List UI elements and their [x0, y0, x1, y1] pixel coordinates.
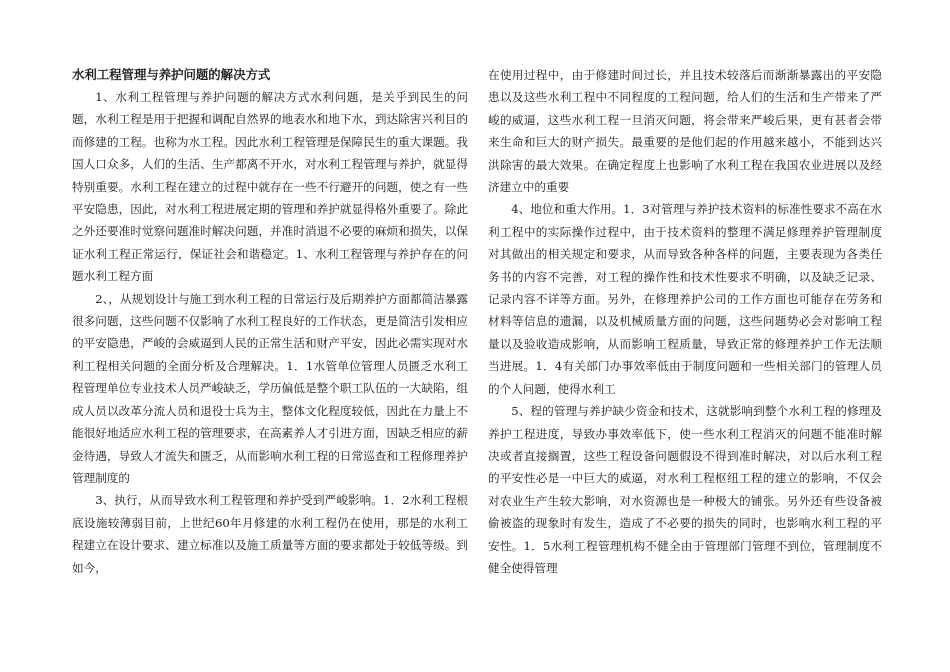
paragraph-2: 2、，从规划设计与施工到水利工程的日常运行及后期养护方面都简洁暴露很多问题，这些问题不仅影响了水利工程良好的工作状态，更是简洁引发相应的平安隐患，严峻的会威逼到人民的正常生活和财产平安，因此必需实现对水利工程相关问题的全面分析及合理解决。1．1水管单位管理人员匮乏水利工程管理单位专业技术人员严峻缺乏，学历偏低是整个职工队伍的一大缺陷，组成人员以改革分流人员和退役士兵为主，整体文化程度较低，因此在力量上不能很好地适应水利工程的管理要求，在高素养人才引进方面，因缺乏相应的薪金待遇，导致人才流失和匮乏，从而影响水利工程的日常巡查和工程修理养护管理制度的 [72, 291, 468, 485]
document-title: 水利工程管理与养护问题的解决方式 [72, 67, 271, 82]
paragraph-5: 5、程的管理与养护缺少资金和技术，这就影响到整个水利工程的修理及养护工程进度，导致办事效率低下，使一些水利工程消灭的问题不能准时解决或者直接搁置，这些工程设备问题假设不得到准时解决，对以后水利工程的平安性必是一中巨大的威逼，对水利工程枢纽工程的建立的影响，不仅会对农业生产生较大影响，对水资源也是一种极大的铺张。另外还有些设备被偷被盗的现象时有发生，造成了不必要的损失的同时，也影响水利工程的平安性。1．5水利工程管理机构不健全由于管理部门管理不到位，管理制度不健全使得管理 [488, 404, 882, 575]
right-column [488, 64, 882, 579]
paragraph-1: 1、水利工程管理与养护问题的解决方式水利问题，是关乎到民生的问题，水利工程是用于把握和调配自然界的地表水和地下水，到达除害兴利目的而修建的工程。也称为水工程。因此水利工程管理是保障民生的重大课题。我国人口众多，人们的生活、生产都离不开水，对水利工程管理与养护，就显得特别重要。水利工程在建立的过程中就存在一些不行避开的问题，使之有一些平安隐患，因此，对水利工程进展定期的管理和养护就显得格外重要了。除此之外还要准时觉察问题准时解决问题，并准时消退不必要的麻烦和损失，以保证水利工程正常运行，保证社会和谐稳定。1、水利工程管理与养护存在的问题水利工程方面 [72, 90, 468, 284]
left-column [72, 64, 468, 579]
paragraph-4: 4、地位和重大作用。1．3对管理与养护技术资料的标准性要求不高在水利工程中的实际操作过程中，由于技术资料的整理不满足修理养护管理制度对其做出的相关规定和要求，从而导致各种各样的问题，主要表现为各类任务书的内容不完善，对工程的操作性和技术性要求不明确，以及缺乏记录、记录内容不详等方面。另外，在修理养护公司的工作方面也可能存在劳务和材料等信息的遗漏，以及机械质量方面的问题，这些问题势必会对影响工程量以及验收造成影响，从而影响工程质量，导致正常的修理养护工作无法顺当进展。1．4有关部门办事效率低由于制度问题和一些相关部门的管理人员的个人问题，使得水利工 [488, 202, 882, 396]
paragraph-3: 3、执行，从而导致水利工程管理和养护受到严峻影响。1．2水利工程根底设施较薄弱目前，上世纪60年月修建的水利工程仍在使用，那是的水利工程建立在设计要求、建立标准以及施工质量等方面的要求都处于较低等级。到如今， [72, 493, 468, 575]
paragraph-3-continued: 在使用过程中，由于修建时间过长，并且技术较落后而渐渐暴露出的平安隐患以及这些水利工程中不同程度的工程问题，给人们的生活和生产带来了严峻的威逼，这些水利工程一旦消灭问题，将会带来严峻后果，更有甚者会带来生命和巨大的财产损失。最重要的是他们起的作用越来越小，不能到达兴洪除害的最大效果。在确定程度上也影响了水利工程在我国农业进展以及经济建立中的重要 [488, 68, 882, 195]
